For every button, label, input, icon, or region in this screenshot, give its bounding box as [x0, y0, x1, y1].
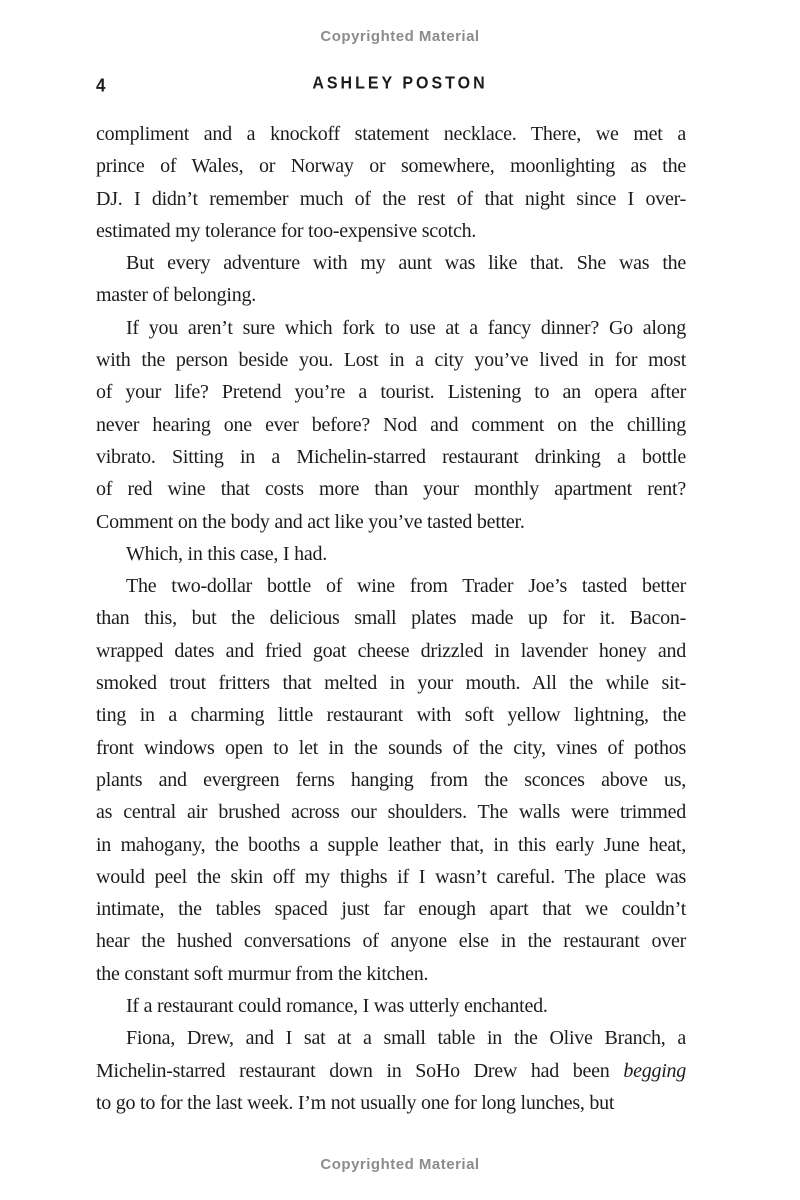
- text-line: master of belonging.: [96, 284, 256, 307]
- text-line: prince of Wales, or Norway or somewhere, moonlighting as the: [96, 155, 686, 178]
- text-line: to go to for the last week. I’m not usually one for long lunches, but: [96, 1091, 615, 1114]
- text-line: If you aren’t sure which fork to use at a fancy dinner? Go along: [126, 316, 686, 339]
- text-line: estimated my tolerance for too-expensive scotch.: [96, 219, 477, 242]
- paragraph: [96, 312, 686, 538]
- text-line: the constant soft murmur from the kitchen.: [96, 962, 429, 985]
- running-header-author: ASHLEY POSTON: [312, 74, 488, 93]
- paragraph: [96, 1022, 686, 1119]
- text-line: front windows open to let in the sounds of the city, vines of pothos: [96, 736, 686, 759]
- text-line: Michelin-starred restaurant down in SoHo Drew had been begging: [96, 1059, 686, 1082]
- text-line: Comment on the body and act like you’ve tasted better.: [96, 510, 525, 533]
- text-line: plants and evergreen ferns hanging from the sconces above us,: [96, 768, 686, 791]
- text-line: in mahogany, the booths a supple leather that, in this early June heat,: [96, 833, 686, 856]
- text-line: But every adventure with my aunt was like that. She was the: [126, 252, 686, 275]
- text-line: never hearing one ever before? Nod and comment on the chilling: [96, 413, 686, 436]
- text-line: would peel the skin off my thighs if I wasn’t careful. The place was: [96, 865, 686, 888]
- text-line: DJ. I didn’t remember much of the rest of that night since I over-: [96, 187, 686, 210]
- text-line: as central air brushed across our shoulders. The walls were trimmed: [96, 801, 686, 824]
- text-line: of your life? Pretend you’re a tourist. Listening to an opera after: [96, 381, 686, 404]
- text-line: smoked trout fritters that melted in your mouth. All the while sit-: [96, 672, 686, 695]
- text-line: If a restaurant could romance, I was utterly enchanted.: [126, 995, 548, 1018]
- text-line: of red wine that costs more than your monthly apartment rent?: [96, 478, 686, 501]
- paragraph: [96, 990, 686, 1022]
- text-line: than this, but the delicious small plates made up for it. Bacon-: [96, 607, 686, 630]
- text-line: Fiona, Drew, and I sat at a small table in the Olive Branch, a: [126, 1027, 686, 1050]
- text-line: ting in a charming little restaurant with soft yellow lightning, the: [96, 704, 686, 727]
- paragraph: [96, 247, 686, 312]
- page-number: 4: [96, 75, 107, 96]
- running-header: [0, 74, 800, 96]
- text-line: The two-dollar bottle of wine from Trader Joe’s tasted better: [126, 575, 686, 598]
- paragraph: [96, 118, 686, 247]
- text-line: intimate, the tables spaced just far enough apart that we couldn’t: [96, 898, 686, 921]
- body-text: [96, 118, 686, 1119]
- copyright-notice-bottom: Copyrighted Material: [320, 1156, 480, 1173]
- paragraph: [96, 570, 686, 990]
- paragraph: [96, 538, 686, 570]
- copyright-notice-top: Copyrighted Material: [320, 28, 480, 45]
- text-line: compliment and a knockoff statement necklace. There, we met a: [96, 123, 686, 145]
- text-line: vibrato. Sitting in a Michelin-starred restaurant drinking a bottle: [96, 445, 686, 468]
- text-line: wrapped dates and fried goat cheese drizzled in lavender honey and: [96, 639, 686, 662]
- text-line: Which, in this case, I had.: [126, 542, 327, 565]
- text-line: with the person beside you. Lost in a city you’ve lived in for most: [96, 349, 686, 372]
- text-line: hear the hushed conversations of anyone else in the restaurant over: [96, 930, 686, 953]
